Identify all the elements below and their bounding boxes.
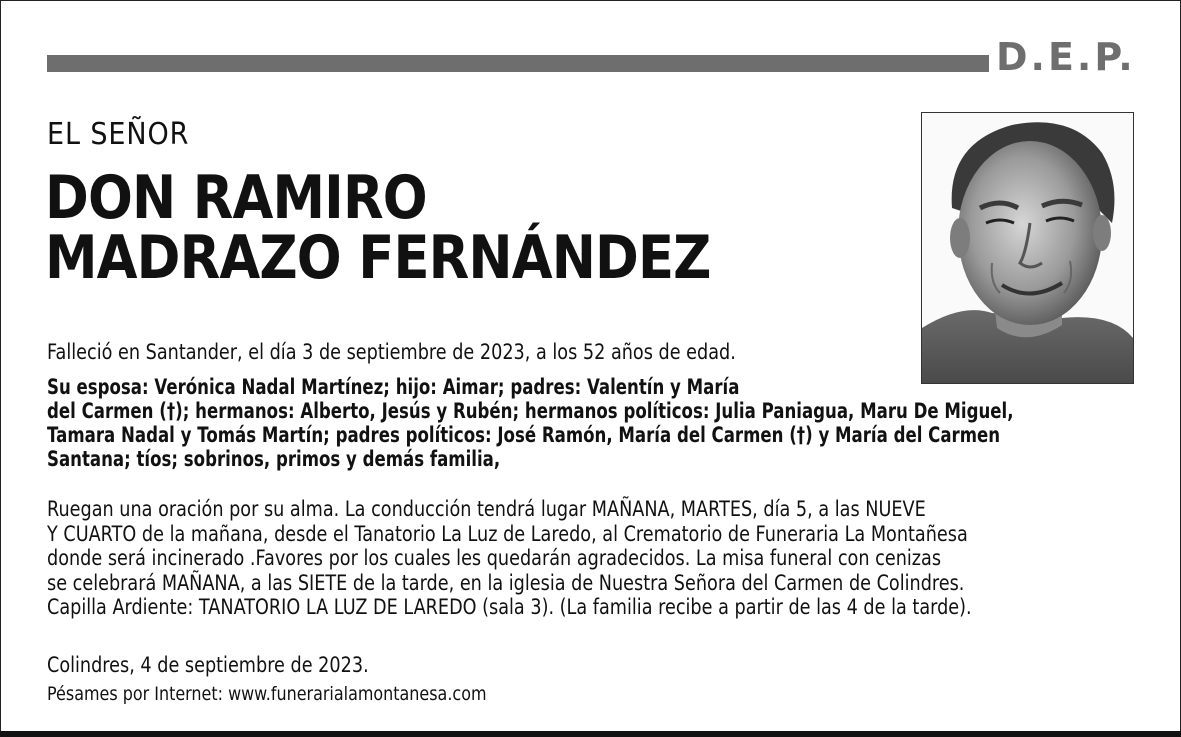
name-line-2: MADRAZO FERNÁNDEZ	[45, 223, 711, 293]
deceased-name	[45, 163, 711, 293]
ceremony-line: Ruegan una oración por su alma. La conducción tendrá lugar MAÑANA, MARTES, día 5, a las NUEVE	[47, 497, 926, 521]
family-line: Su esposa: Verónica Nadal Martínez; hijo: Aimar; padres: Valentín y María	[47, 375, 740, 399]
family-list	[47, 375, 1014, 471]
honorific: EL SEÑOR	[47, 117, 190, 152]
header-bar	[47, 55, 989, 72]
bottom-rule	[0, 731, 1181, 737]
family-line: Tamara Nadal y Tomás Martín; padres políticos: José Ramón, María del Carmen (†) y María del Carmen	[47, 423, 1001, 447]
condolences-website: Pésames por Internet: www.funerarialamontanesa.com	[47, 683, 487, 705]
ceremony-line: donde será incinerado .Favores por los cuales les quedarán agradecidos. La misa funeral con cenizas	[47, 546, 942, 571]
portrait-photo	[921, 112, 1134, 384]
place-date: Colindres, 4 de septiembre de 2023.	[47, 653, 369, 677]
ceremony-line: Capilla Ardiente: TANATORIO LA LUZ DE LAREDO (sala 3). (La familia recibe a partir de las 4 de la tarde).	[47, 595, 972, 620]
death-notice: Falleció en Santander, el día 3 de septiembre de 2023, a los 52 años de edad.	[47, 340, 736, 364]
family-line: del Carmen (†); hermanos: Alberto, Jesús y Rubén; hermanos políticos: Julia Paniagua, Maru De Miguel,	[47, 399, 1014, 423]
ceremony-line: Y CUARTO de la mañana, desde el Tanatorio La Luz de Laredo, al Crematorio de Funeraria La Montañesa	[47, 521, 968, 546]
ceremony-line: se celebrará MAÑANA, a las SIETE de la tarde, en la iglesia de Nuestra Señora del Carmen de Colindres.	[47, 570, 965, 595]
dep-heading: D.E.P.	[996, 35, 1136, 79]
family-line: Santana; tíos; sobrinos, primos y demás familia,	[47, 447, 501, 471]
ceremony-details	[47, 497, 972, 620]
name-line-1: DON RAMIRO	[45, 163, 427, 233]
